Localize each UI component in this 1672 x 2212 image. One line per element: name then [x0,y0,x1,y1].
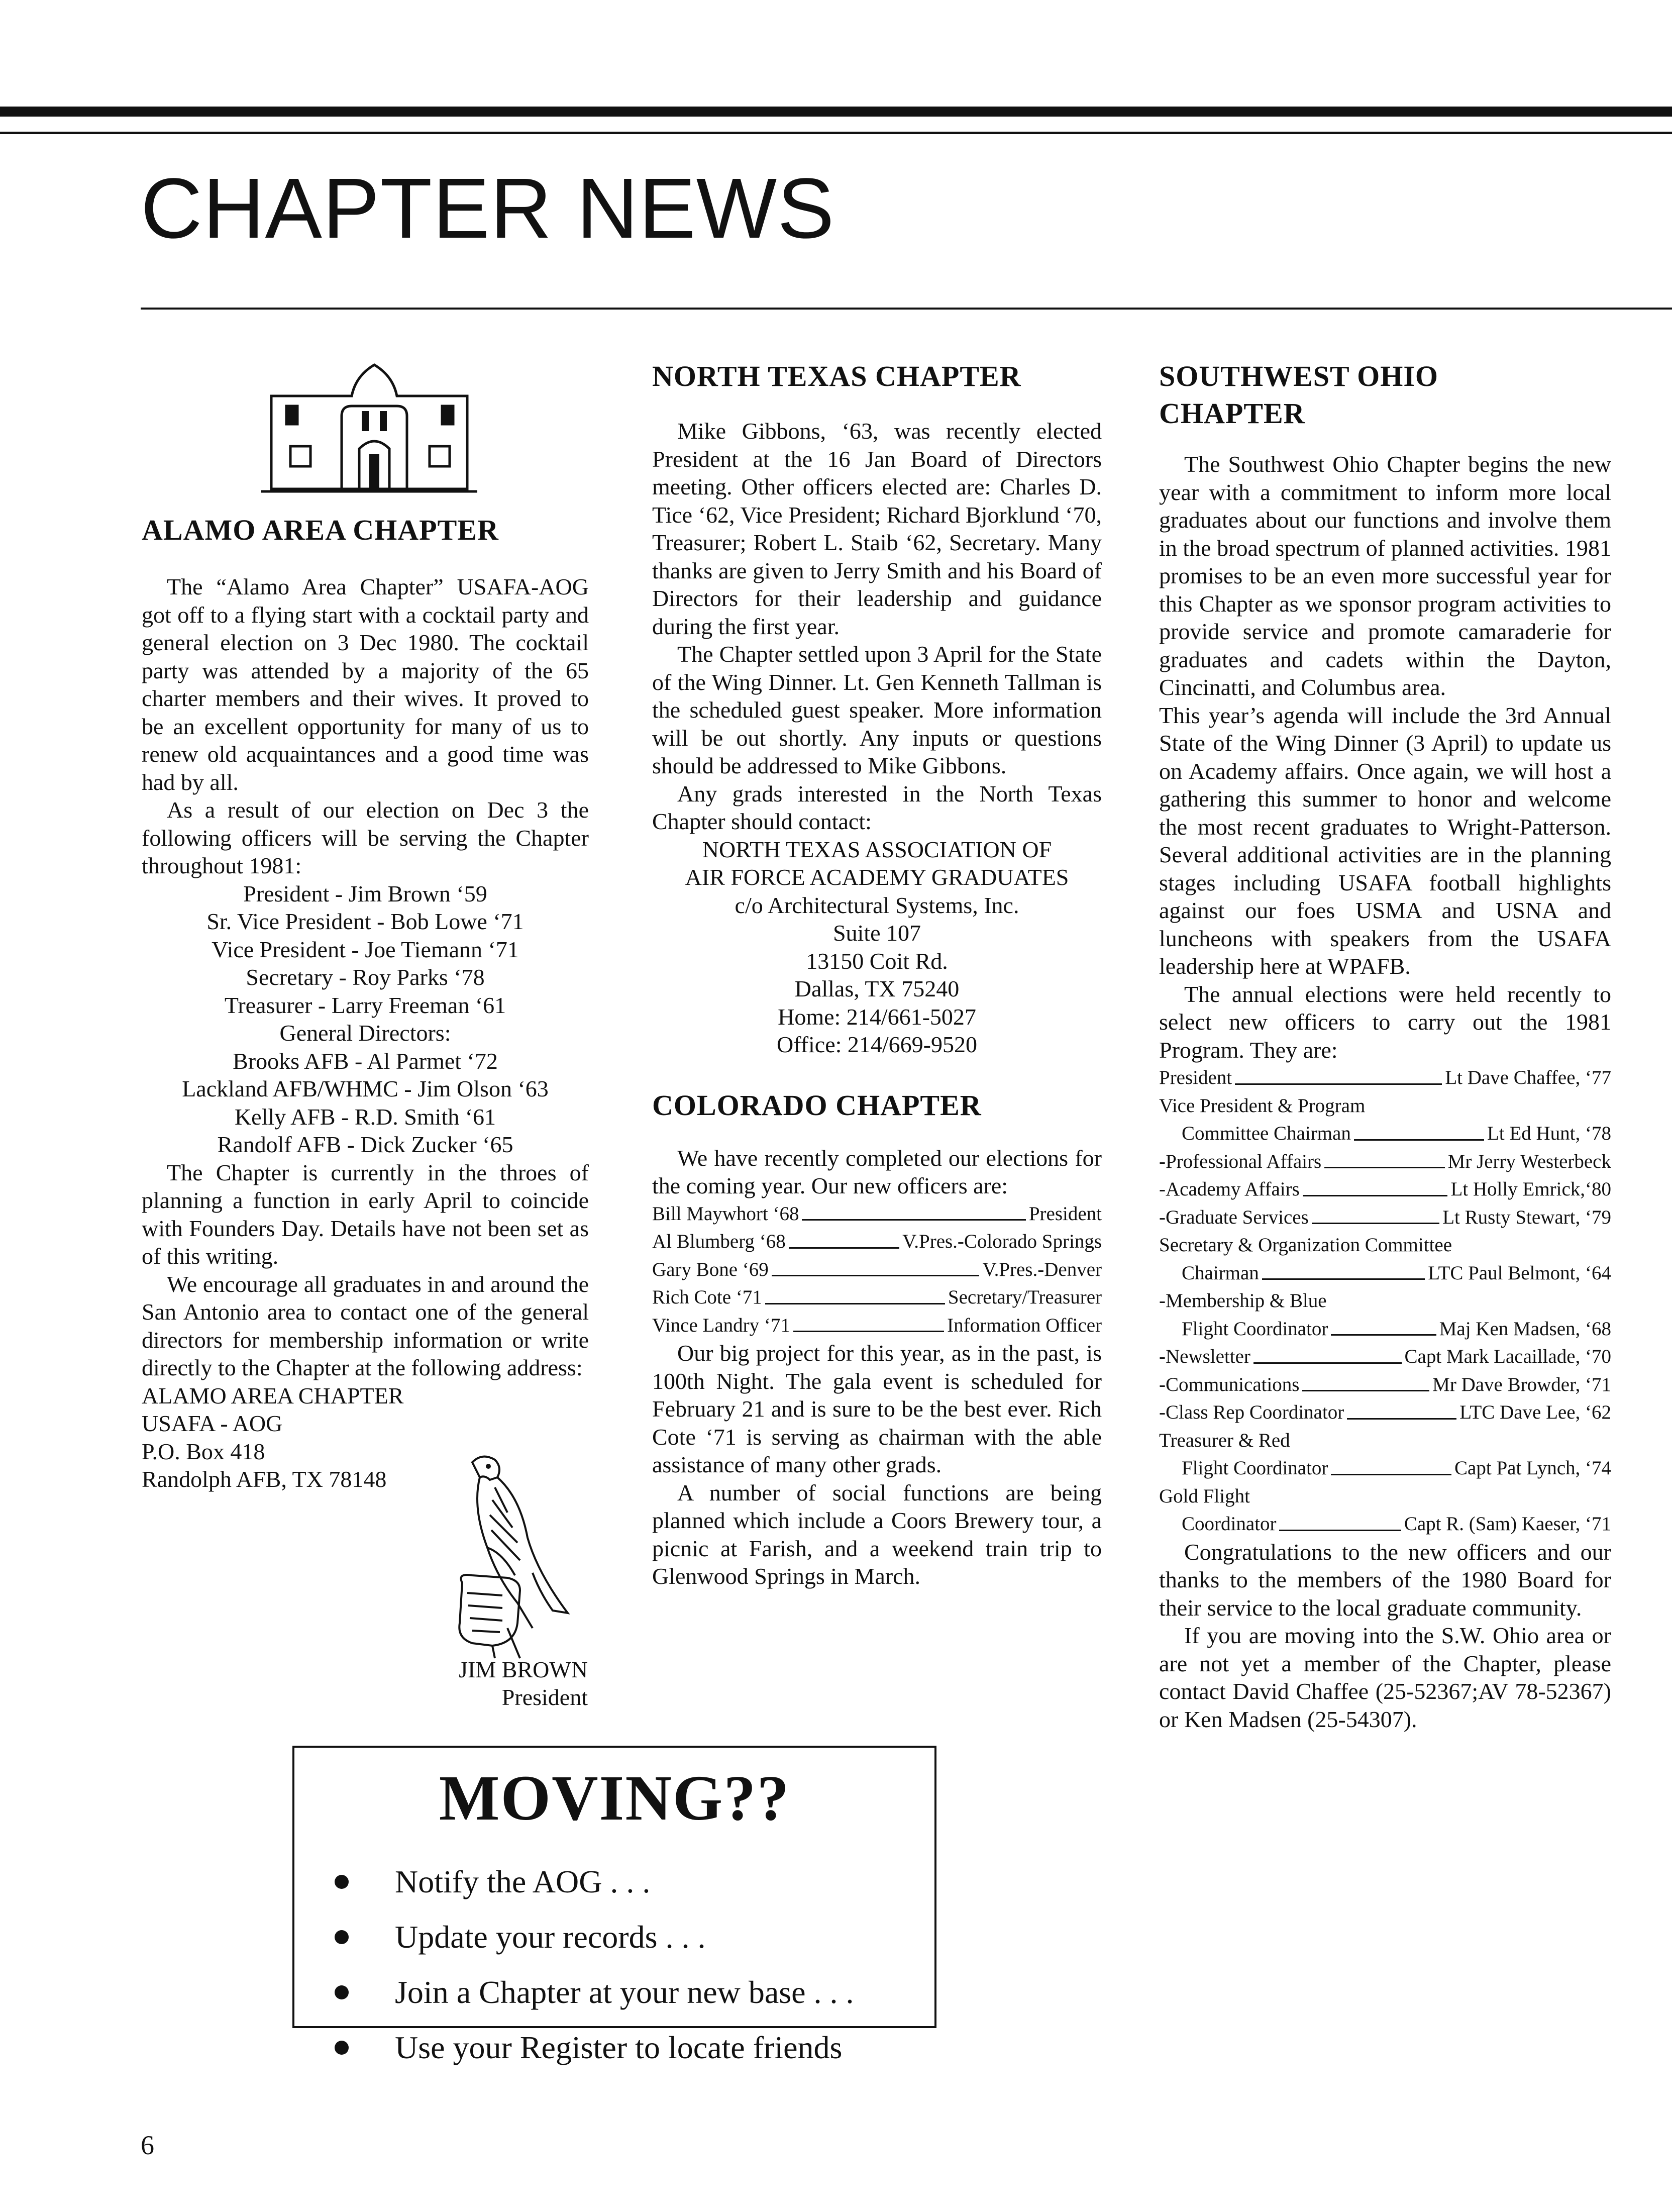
colorado-paragraph-1: We have recently completed our elections for the coming year. Our new officers are: [652,1145,1102,1198]
moving-item [335,1909,854,1965]
north-texas-paragraph-2: The Chapter settled upon 3 April for the State of the Wing Dinner. Lt. Gen Kenneth Tallman is the scheduled guest speaker. More information will be out shortly. Any inputs or questions should be addressed to Mike Gibbons. [652,641,1102,778]
bullet-icon [335,1875,349,1889]
officer-row [1159,1343,1611,1371]
officer-role: Chairman [1182,1262,1259,1284]
north-texas-chapter-article [652,358,1102,1590]
north-texas-paragraph-3: Any grads interested in the North Texas Chapter should contact: [652,780,1102,834]
leader-line [1312,1223,1439,1224]
sw-ohio-paragraph-1: The Southwest Ohio Chapter begins the new year with a commitment to inform more local graduates about our functions and involve them in the broad spectrum of planned activities. 1981 promises to be an even more successful year for this Chapter as we sponsor program activities to provide service and promote camaraderie for graduates and cadets within the Dayton, Cincinatti, and Columbus area. [1159,451,1611,700]
contact-line: Office: 214/669-9520 [776,1032,978,1057]
officer-name: Lt Rusty Stewart, ‘79 [1442,1206,1611,1228]
officer-row: -Membership & Blue [1159,1290,1327,1312]
leader-line [1324,1167,1445,1168]
officer-name: Capt R. (Sam) Kaeser, ‘71 [1404,1513,1611,1535]
officer-role: V.Pres.-Denver [982,1258,1102,1280]
officer-line: Sr. Vice President - Bob Lowe ‘71 [206,909,524,934]
officer-role: V.Pres.-Colorado Springs [902,1231,1102,1252]
southwest-ohio-chapter-article [1159,358,1611,1733]
officer-role: -Communications [1159,1373,1300,1395]
moving-notice-box [292,1746,936,2065]
colorado-heading: COLORADO CHAPTER [652,1088,982,1122]
alamo-paragraph-3: The Chapter is currently in the throes of planning a function in early April to coincide with Founders Day. Details have not been set as of this writing. [142,1159,589,1269]
officer-line: Brooks AFB - Al Parmet ‘72 [233,1048,498,1074]
officer-line: Randolf AFB - Dick Zucker ‘65 [217,1132,513,1157]
contact-line: AIR FORCE ACADEMY GRADUATES [685,864,1069,890]
colorado-paragraph-2: Our big project for this year, as in the past, is 100th Night. The gala event is scheduled for February 21 and is sure to be the best ever. Rich Cote ‘71 is serving as chairman with the able assistance of many other grads. [652,1340,1102,1477]
caption-title: President [501,1684,588,1710]
leader-line [1354,1139,1484,1141]
alamo-paragraph-1: The “Alamo Area Chapter” USAFA-AOG got off to a flying start with a cocktail party and general election on 3 Dec 1980. The cocktail party was attended by a majority of the 65 charter members and their wives. It proved to be an excellent opportunity for many of us to renew old acquaintances and a good time was had by all. [142,574,589,795]
officer-line: Kelly AFB - R.D. Smith ‘61 [234,1103,496,1130]
officer-row [1159,1120,1611,1148]
alamo-paragraph-2: As a result of our election on Dec 3 the following officers will be serving the Chapter throughout 1981: [142,797,589,878]
leader-line [1253,1362,1402,1364]
officer-role: -Newsletter [1159,1346,1250,1367]
moving-item-text: Notify the AOG . . . [395,1864,651,1899]
officer-line: General Directors: [279,1020,451,1046]
officer-name: Rich Cote ‘71 [652,1286,762,1308]
header-rule-thick [0,107,1672,117]
north-texas-heading: NORTH TEXAS CHAPTER [652,360,1021,392]
sw-ohio-paragraph-5: If you are moving into the S.W. Ohio area or are not yet a member of the Chapter, please contact David Chaffee (25-52367;AV 78-52367) or Ken Madsen (25-54307). [1159,1623,1611,1732]
sw-ohio-officer-table [1159,1064,1611,1538]
sw-ohio-paragraph-3: The annual elections were held recently to select new officers to carry out the 1981 Program. They are: [1159,981,1611,1063]
leader-line [1331,1474,1451,1475]
officer-name: Capt Mark Lacaillade, ‘70 [1404,1346,1611,1367]
officer-role: -Class Rep Coordinator [1159,1401,1344,1423]
leader-line [772,1275,980,1276]
moving-checklist [335,1854,854,2075]
leader-line [765,1303,945,1304]
officer-role: Flight Coordinator [1182,1318,1328,1340]
alamo-heading: ALAMO AREA CHAPTER [142,514,499,546]
officer-name: Lt Holly Emrick,‘80 [1450,1178,1611,1200]
officer-row [652,1200,1102,1228]
north-texas-contact [652,836,1102,1059]
leader-line [1235,1083,1442,1085]
officer-role: -Professional Affairs [1159,1150,1322,1172]
title-rule [141,308,1672,310]
officer-row [1159,1259,1611,1287]
officer-row [652,1283,1102,1312]
officer-line: Vice President - Joe Tiemann ‘71 [212,936,519,962]
caption-name: JIM BROWN [459,1657,588,1682]
officer-row [1159,1064,1611,1092]
sw-ohio-paragraph-2: This year’s agenda will include the 3rd Annual State of the Wing Dinner (3 April) to update us on Academy affairs. Once again, we will host a gathering this summer to honor and welcome the most recent graduates to Wright-Patterson. Several additional activities are in the planning stages including USAFA football highlights against our foes USMA and USNA and luncheons with speakers from the USAFA leadership here at WPAFB. [1159,702,1611,979]
moving-title: MOVING?? [439,1762,790,1834]
leader-line [789,1247,899,1249]
page-title: CHAPTER NEWS [141,161,835,256]
officer-role: President [1159,1067,1232,1088]
falcon-caption [437,1656,588,1711]
officer-row [1159,1203,1611,1232]
falcon-on-fist-illustration [432,1452,598,1663]
officer-role: Information Officer [947,1314,1102,1336]
leader-line [1347,1418,1456,1420]
moving-item [335,2020,854,2075]
north-texas-paragraph-1: Mike Gibbons, ‘63, was recently elected President at the 16 Jan Board of Directors meeting. Other officers elected are: Charles D. Tice ‘62, Vice President; Richard Bjorklund ‘70, Treasurer; Robert L. Staib ‘62, Secretary. Many thanks are given to Jerry Smith and his Board of Directors for their leadership and guidance during the first year. [652,418,1102,639]
moving-item-text: Join a Chapter at your new base . . . [395,1974,854,2010]
leader-line [802,1219,1025,1221]
officer-row [1159,1398,1611,1427]
officer-name: Lt Ed Hunt, ‘78 [1487,1123,1611,1144]
contact-line: Suite 107 [832,920,921,946]
sw-ohio-heading-line-2: CHAPTER [1159,397,1305,430]
officer-name: Capt Pat Lynch, ‘74 [1454,1457,1611,1479]
officer-row [1159,1371,1611,1399]
bullet-icon [335,1985,349,1999]
officer-row [1159,1454,1611,1482]
bullet-icon [335,2041,349,2055]
moving-item [335,1965,854,2020]
officer-line: Secretary - Roy Parks ‘78 [246,964,485,990]
page-number: 6 [141,2130,154,2160]
officer-line: Treasurer - Larry Freeman ‘61 [224,992,506,1018]
address-line: ALAMO AREA CHAPTER [142,1382,404,1409]
officer-line: Lackland AFB/WHMC - Jim Olson ‘63 [182,1076,549,1101]
alamo-paragraph-4: We encourage all graduates in and around the San Antonio area to contact one of the general directors for membership information or write directly to the Chapter at the following address: [142,1271,589,1380]
officer-name: Maj Ken Madsen, ‘68 [1439,1318,1611,1340]
leader-line [1262,1278,1425,1280]
leader-line [1331,1334,1436,1336]
officer-row [1159,1148,1611,1176]
officer-name: Al Blumberg ‘68 [652,1231,786,1252]
officer-name: Mr Jerry Westerbeck [1447,1150,1611,1172]
contact-line: 13150 Coit Rd. [806,948,948,974]
sw-ohio-paragraph-4: Congratulations to the new officers and our thanks to the members of the 1980 Board for their service to the local graduate community. [1159,1539,1611,1621]
officer-role: President [1028,1202,1102,1225]
colorado-paragraph-3: A number of social functions are being planned which include a Coors Brewery tour, a picnic at Farish, and a weekend train trip to Glenwood Springs in March. [652,1479,1102,1589]
address-line: Randolph AFB, TX 78148 [142,1466,387,1492]
officer-line: President - Jim Brown ‘59 [243,880,487,907]
alamo-officer-list [142,880,589,1159]
leader-line [793,1331,944,1332]
address-line: USAFA - AOG [142,1411,283,1436]
officer-name: Vince Landry ‘71 [652,1314,790,1336]
officer-name: LTC Dave Lee, ‘62 [1459,1401,1611,1423]
contact-line: NORTH TEXAS ASSOCIATION OF [702,836,1052,862]
moving-item-text: Use your Register to locate friends [395,2030,843,2065]
officer-row: Secretary & Organization Committee [1159,1234,1452,1256]
header-rule-thin [0,132,1672,134]
officer-row [652,1228,1102,1256]
officer-row [652,1256,1102,1284]
moving-item-text: Update your records . . . [395,1919,706,1955]
leader-line [1302,1390,1429,1391]
officer-row: Treasurer & Red [1159,1429,1290,1451]
contact-line: Dallas, TX 75240 [794,976,960,1001]
officer-role: -Graduate Services [1159,1206,1309,1228]
officer-name: Gary Bone ‘69 [652,1258,769,1280]
alamo-building-icon [261,361,477,496]
officer-row: Gold Flight [1159,1485,1250,1507]
leader-line [1279,1530,1401,1531]
officer-name: Bill Maywhort ‘68 [652,1202,799,1225]
colorado-officer-table [652,1200,1102,1340]
officer-name: Mr Dave Browder, ‘71 [1432,1373,1611,1395]
officer-role: Coordinator [1182,1513,1277,1535]
alamo-chapter-article [142,512,589,1493]
officer-role: -Academy Affairs [1159,1178,1300,1200]
officer-name: LTC Paul Belmont, ‘64 [1428,1262,1611,1284]
officer-row [1159,1315,1611,1343]
contact-line: c/o Architectural Systems, Inc. [735,892,1019,918]
officer-name: Lt Dave Chaffee, ‘77 [1445,1067,1611,1088]
officer-row: Vice President & Program [1159,1094,1366,1117]
officer-role: Secretary/Treasurer [948,1286,1102,1308]
officer-row [1159,1510,1611,1538]
bullet-icon [335,1930,349,1944]
contact-line: Home: 214/661-5027 [778,1003,976,1030]
officer-role: Flight Coordinator [1182,1457,1328,1479]
leader-line [1303,1195,1448,1196]
officer-row [1159,1175,1611,1203]
moving-item [335,1854,854,1909]
address-line: P.O. Box 418 [142,1438,265,1464]
officer-role: Committee Chairman [1182,1123,1351,1144]
sw-ohio-heading-line-1: SOUTHWEST OHIO [1159,360,1439,392]
officer-row [652,1312,1102,1340]
